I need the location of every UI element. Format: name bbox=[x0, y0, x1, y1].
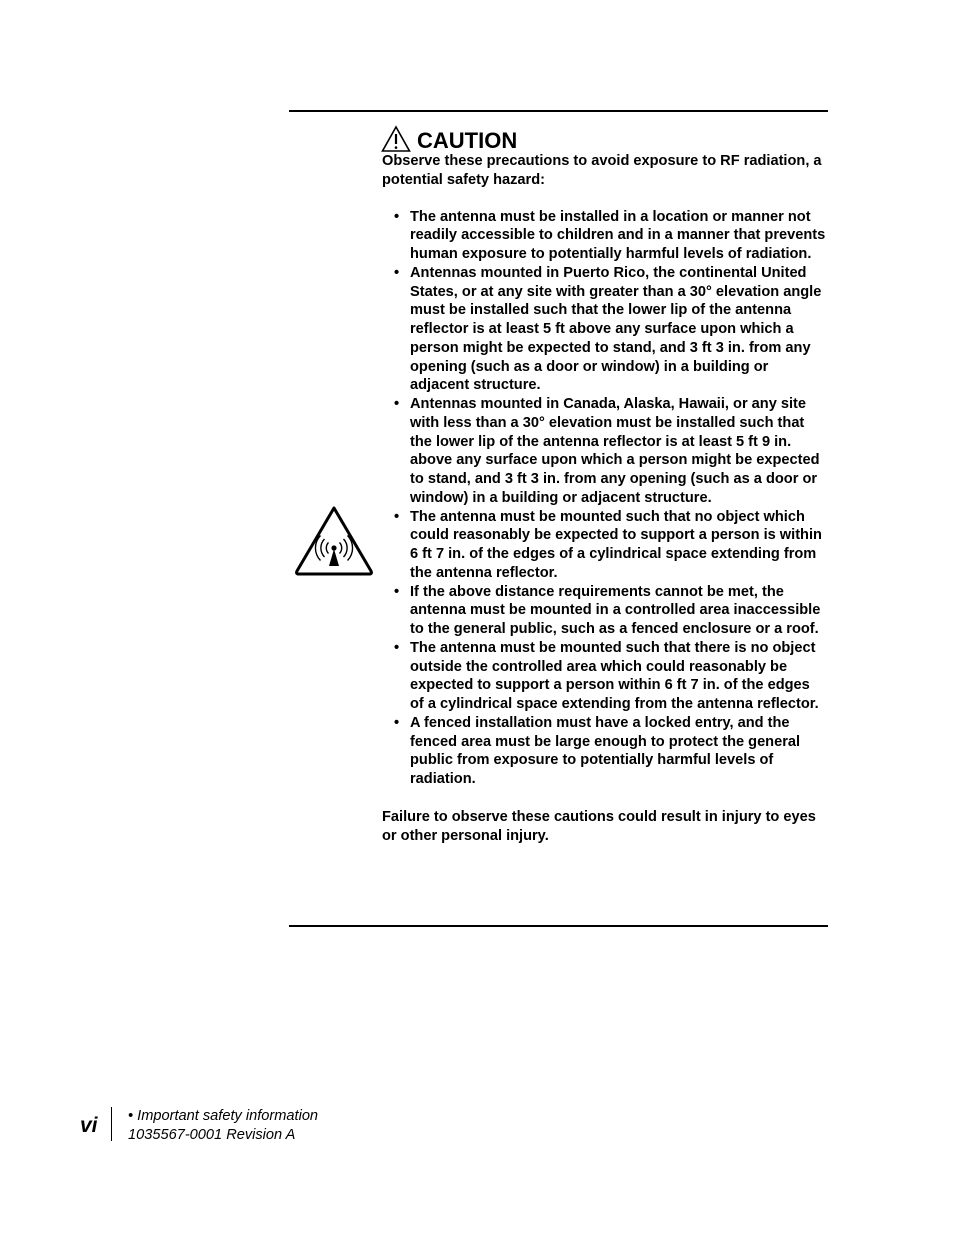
footer-document-id: 1035567-0001 Revision A bbox=[128, 1127, 296, 1143]
bullet: • bbox=[394, 583, 400, 600]
list-item-text: The antenna must be mounted such that there is no object outside the controlled area which could reasonably be expected to support a person within 6 ft 7 in. of the edges of a cylindrical space extending from the antenna reflector. bbox=[410, 639, 819, 712]
footer-text bbox=[128, 1107, 318, 1145]
footer-section-title: • Important safety information bbox=[128, 1108, 319, 1124]
rf-radiation-warning-icon bbox=[293, 505, 375, 577]
list-item bbox=[382, 264, 827, 395]
caution-intro: Observe these precautions to avoid exposure to RF radiation, a potential safety hazard: bbox=[382, 153, 822, 188]
bullet: • bbox=[394, 639, 400, 656]
list-item-text: Antennas mounted in Canada, Alaska, Hawaii, or any site with less than a 30° elevation must be installed such that the lower lip of the antenna reflector is at least 5 ft 9 in. above any surface upon which a person might be expected to stand, and 3 ft 3 in. from any opening (such as a door or window) in a building or adjacent structure. bbox=[410, 396, 820, 506]
caution-body bbox=[382, 152, 827, 845]
list-item-text: If the above distance requirements cannot be met, the antenna must be mounted in a controlled area inaccessible to the general public, such as a fenced enclosure or a roof. bbox=[410, 583, 821, 637]
list-item bbox=[382, 639, 827, 714]
bullet: • bbox=[394, 264, 400, 281]
page-number: vi bbox=[80, 1114, 98, 1137]
list-item bbox=[382, 714, 827, 789]
caution-title: CAUTION bbox=[417, 128, 518, 153]
caution-heading bbox=[381, 121, 517, 153]
bullet: • bbox=[394, 208, 400, 225]
bullet: • bbox=[394, 396, 400, 412]
list-item-text: The antenna must be installed in a location or manner not readily accessible to children and in a manner that prevents human exposure to potentially harmful levels of radiation. bbox=[410, 208, 826, 262]
caution-bottom-rule bbox=[289, 925, 828, 927]
list-item bbox=[382, 208, 827, 264]
caution-top-rule bbox=[289, 110, 828, 112]
caution-closing: Failure to observe these cautions could result in injury to eyes or other personal injury. bbox=[382, 808, 816, 844]
footer-divider bbox=[111, 1107, 112, 1141]
list-item-text: The antenna must be mounted such that no object which could reasonably be expected to support a person is within 6 ft 7 in. of the edges of a cylindrical space extending from the antenna reflector. bbox=[410, 508, 822, 581]
list-item bbox=[382, 583, 827, 639]
bullet: • bbox=[394, 714, 400, 731]
list-item bbox=[382, 508, 827, 583]
list-item-text: A fenced installation must have a locked entry, and the fenced area must be large enough to protect the general public from exposure to potentially harmful levels of radiation. bbox=[410, 714, 801, 787]
precaution-list bbox=[382, 208, 827, 789]
warning-triangle-icon bbox=[381, 125, 411, 153]
bullet: • bbox=[394, 508, 400, 525]
list-item bbox=[382, 395, 827, 508]
list-item-text: Antennas mounted in Puerto Rico, the continental United States, or at any site with greater than a 30° elevation angle must be installed such that the lower lip of the antenna reflector is at least 5 ft above any surface upon which a person might be expected to stand, and 3 ft 3 in. from any opening (such as a door or window) in a building or adjacent structure. bbox=[410, 264, 822, 394]
